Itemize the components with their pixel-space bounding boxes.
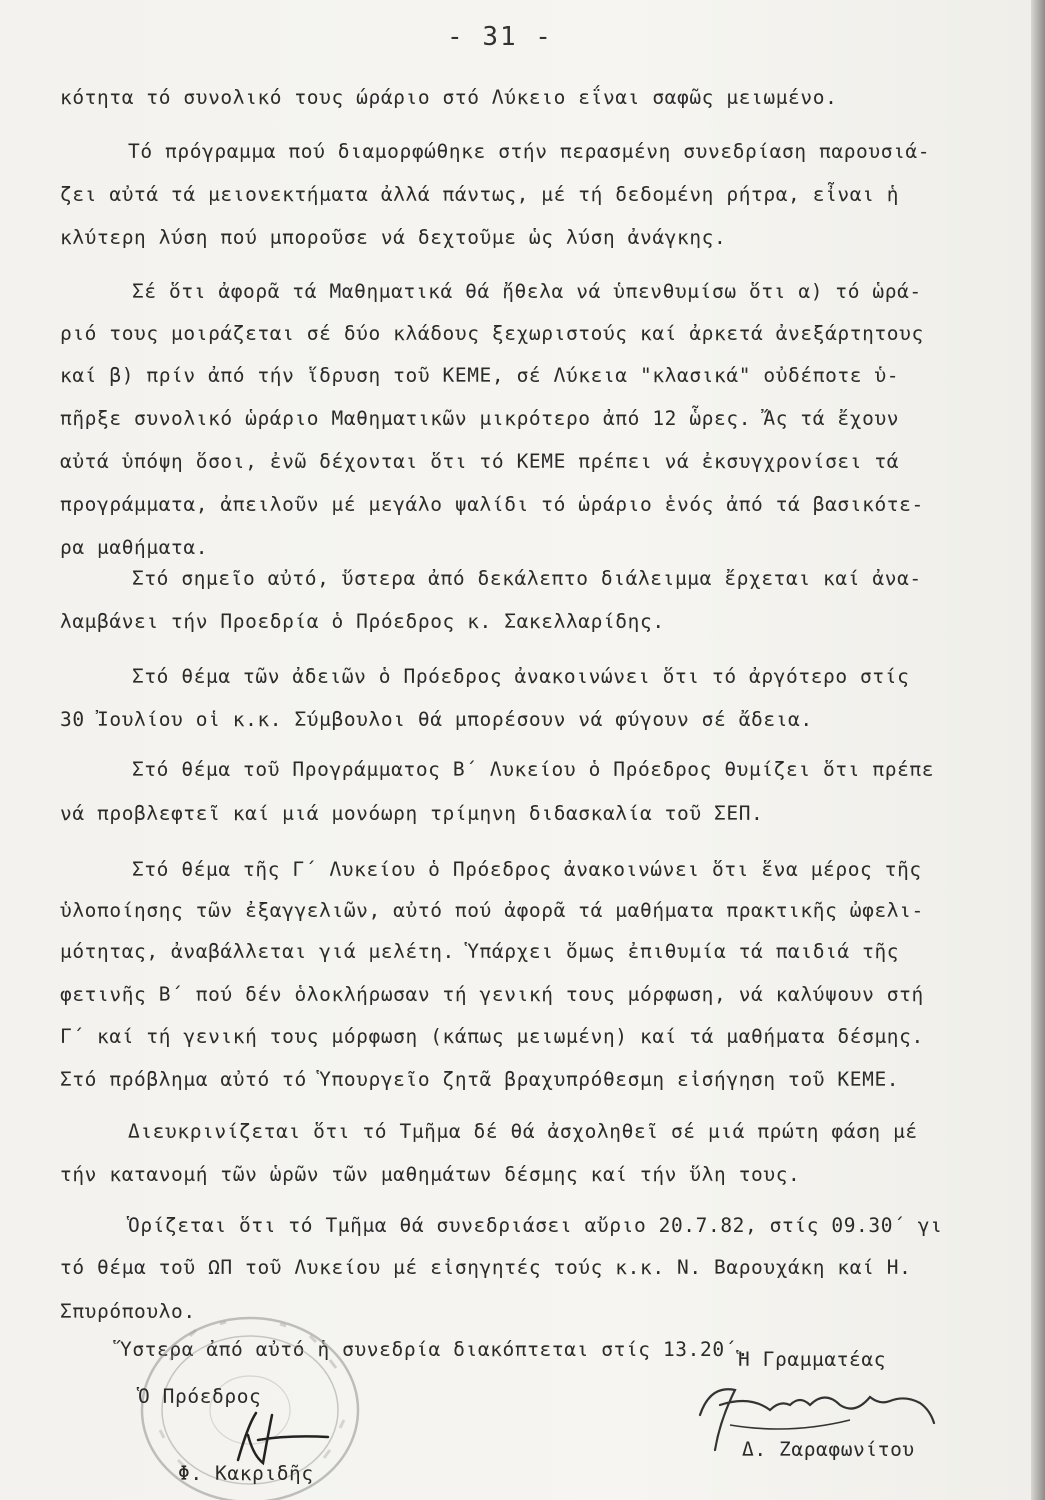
text-line: ρα μαθήματα.: [60, 536, 209, 559]
text-line: Ὁρίζεται ὅτι τό Τμῆμα θά συνεδριάσει αὔριο 20.7.82, στίς 09.30΄ γι: [128, 1214, 943, 1237]
text-line: λαμβάνει τήν Προεδρία ὁ Πρόεδρος κ. Σακελλαρίδης.: [60, 610, 665, 633]
text-line: Σέ ὅτι ἀφορᾶ τά Μαθηματικά θά ἤθελα νά ὑπενθυμίσω ὅτι α) τό ὡρά-: [132, 280, 922, 303]
text-line: ὑλοποίησης τῶν ἐξαγγελιῶν, αὐτό πού ἀφορᾶ τά μαθήματα πρακτικῆς ὠφελι-: [60, 899, 924, 922]
text-line: νά προβλεφτεῖ καί μιά μονόωρη τρίμηνη διδασκαλία τοῦ ΣΕΠ.: [60, 802, 764, 825]
text-line: προγράμματα, ἀπειλοῦν μέ μεγάλο ψαλίδι τό ὡράριο ἑνός ἀπό τά βασικότε-: [60, 493, 924, 516]
text-line: Ὕστερα ἀπό αὐτό ἡ συνεδρία διακόπτεται στίς 13.20΄.: [120, 1338, 750, 1361]
text-line: Τό πρόγραμμα πού διαμορφώθηκε στήν περασμένη συνεδρίαση παρουσιά-: [128, 140, 931, 163]
text-line: πῆρξε συνολικό ὡράριο Μαθηματικῶν μικρότερο ἀπό 12 ὧρες. Ἄς τά ἔχουν: [60, 407, 900, 430]
text-line: καί β) πρίν ἀπό τήν ἵδρυση τοῦ ΚΕΜΕ, σέ Λύκεια "κλασικά" οὐδέποτε ὑ-: [60, 364, 900, 387]
president-role: Ὁ Πρόεδρος: [138, 1385, 262, 1408]
page-number: - 31 -: [447, 22, 553, 52]
text-line: Στό θέμα τῶν ἀδειῶν ὁ Πρόεδρος ἀνακοινώνει ὅτι τό ἀργότερο στίς: [132, 665, 910, 688]
secretary-role: Ἡ Γραμματέας: [738, 1348, 887, 1371]
page-edge-shadow: [1031, 0, 1045, 1500]
text-line: Στό σημεῖο αὐτό, ὕστερα ἀπό δεκάλεπτο διάλειμμα ἔρχεται καί ἀνα-: [132, 567, 922, 590]
text-line: ζει αὐτά τά μειονεκτήματα ἀλλά πάντως, μέ τή δεδομένη ρήτρα, εἶναι ἡ: [60, 183, 900, 206]
text-line: Στό θέμα τῆς Γ΄ Λυκείου ὁ Πρόεδρος ἀνακοινώνει ὅτι ἕνα μέρος τῆς: [132, 858, 922, 881]
text-line: 30 Ἰουλίου οἱ κ.κ. Σύμβουλοι θά μπορέσουν νά φύγουν σέ ἄδεια.: [60, 708, 813, 731]
text-line: φετινῆς Β΄ πού δέν ὁλοκλήρωσαν τή γενική τους μόρφωση, νά καλύψουν στή: [60, 983, 924, 1006]
text-line: Στό πρόβλημα αὐτό τό Ὑπουργεῖο ζητᾶ βραχυπρόθεσμη εἰσήγηση τοῦ ΚΕΜΕ.: [60, 1068, 900, 1091]
text-line: Στό θέμα τοῦ Προγράμματος Β΄ Λυκείου ὁ Πρόεδρος θυμίζει ὅτι πρέπε: [132, 758, 935, 781]
text-line: Διευκρινίζεται ὅτι τό Τμῆμα δέ θά ἀσχοληθεῖ σέ μιά πρώτη φάση μέ: [128, 1120, 918, 1143]
text-line: Γ΄ καί τή γενική τους μόρφωση (κάπως μειωμένη) καί τά μαθήματα δέσμης.: [60, 1025, 924, 1048]
text-line: ριό τους μοιράζεται σέ δύο κλάδους ξεχωριστούς καί ἀρκετά ἀνεξάρτητους: [60, 322, 924, 345]
text-line: κότητα τό συνολικό τους ώράριο στό Λύκειο εΐναι σαφῶς μειωμένο.: [60, 86, 838, 109]
text-line: μότητας, ἀναβάλλεται γιά μελέτη. Ὑπάρχει ὅμως ἐπιθυμία τά παιδιά τῆς: [60, 940, 900, 963]
text-line: αὐτά ὑπόψη ὅσοι, ἐνῶ δέχονται ὅτι τό ΚΕΜΕ πρέπει νά ἐκσυγχρονίσει τά: [60, 450, 900, 473]
text-line: τό θέμα τοῦ ΩΠ τοῦ Λυκείου μέ εἰσηγητές τούς κ.κ. Ν. Βαρουχάκη καί Η.: [60, 1256, 912, 1279]
text-line: Σπυρόπουλο.: [60, 1300, 196, 1323]
president-name: Φ. Κακριδῆς: [178, 1462, 314, 1485]
secretary-name: Δ. Ζαραφωνίτου: [742, 1438, 915, 1461]
text-line: κλύτερη λύση πού μποροῦσε νά δεχτοῦμε ὡς λύση ἀνάγκης.: [60, 226, 727, 249]
text-line: τήν κατανομή τῶν ὡρῶν τῶν μαθημάτων δέσμης καί τήν ὕλη τους.: [60, 1163, 801, 1186]
